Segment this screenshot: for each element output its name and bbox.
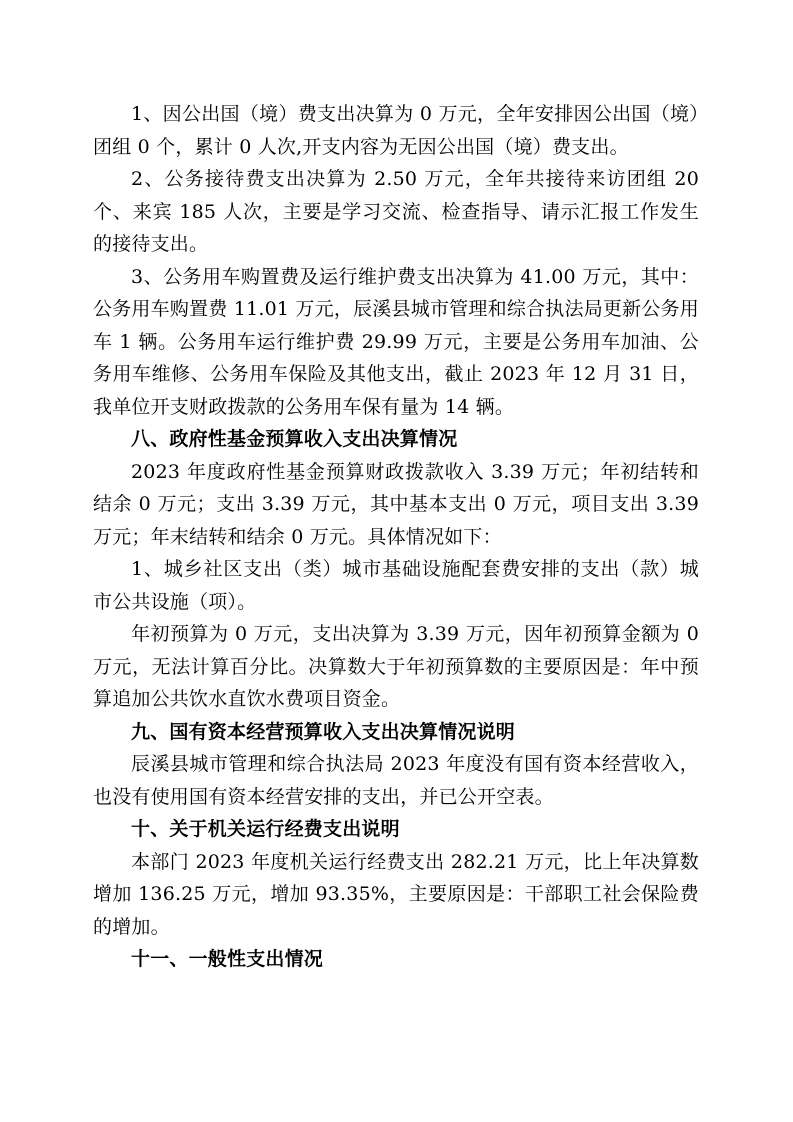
paragraph-vehicle-expense: 3、公务用车购置费及运行维护费支出决算为 41.00 万元，其中：公务用车购置费 11.01 万元，辰溪县城市管理和综合执法局更新公务用车 1 辆。公务用车运行维护费 29.99 万元，主要是公务用车加油、公务用车维修、公务用车保险及其他支出，截止 2023 年 12 月 31 日，我单位开支财政拨款的公务用车保有量为 14 辆。	[93, 265, 699, 418]
document-page	[93, 98, 699, 976]
section-heading-general-expense: 十一、一般性支出情况	[131, 948, 324, 970]
paragraph-budget-explanation: 年初预算为 0 万元，支出决算为 3.39 万元，因年初预算金额为 0 万元，无法计算百分比。决算数大于年初预算数的主要原因是：年中预算追加公共饮水直饮水费项目资金。	[93, 623, 699, 710]
section-heading-state-capital: 九、国有资本经营预算收入支出决算情况说明	[131, 720, 516, 743]
paragraph-state-capital: 辰溪县城市管理和综合执法局 2023 年度没有国有资本经营收入，也没有使用国有资本经营安排的支出，并已公开空表。	[93, 753, 699, 808]
paragraph-government-fund-summary: 2023 年度政府性基金预算财政拨款收入 3.39 万元；年初结转和结余 0 万元；支出 3.39 万元，其中基本支出 0 万元，项目支出 3.39 万元；年末结转和结余 0 万元。具体情况如下：	[93, 460, 699, 548]
paragraph-reception-expense: 2、公务接待费支出决算为 2.50 万元，全年共接待来访团组 20 个、来宾 185 人次，主要是学习交流、检查指导、请示汇报工作发生的接待支出。	[93, 168, 699, 255]
paragraph-outbound-travel-expense: 1、因公出国（境）费支出决算为 0 万元，全年安排因公出国（境）团组 0 个，累计 0 人次,开支内容为无因公出国（境）费支出。	[93, 103, 699, 158]
section-heading-operating-expense: 十、关于机关运行经费支出说明	[131, 818, 400, 840]
paragraph-operating-expense: 本部门 2023 年度机关运行经费支出 282.21 万元，比上年决算数增加 136.25 万元，增加 93.35%，主要原因是：干部职工社会保险费的增加。	[93, 850, 699, 938]
paragraph-urban-infrastructure-item: 1、城乡社区支出（类）城市基础设施配套费安排的支出（款）城市公共设施（项）。	[93, 558, 699, 613]
section-heading-government-fund: 八、政府性基金预算收入支出决算情况	[131, 428, 458, 450]
